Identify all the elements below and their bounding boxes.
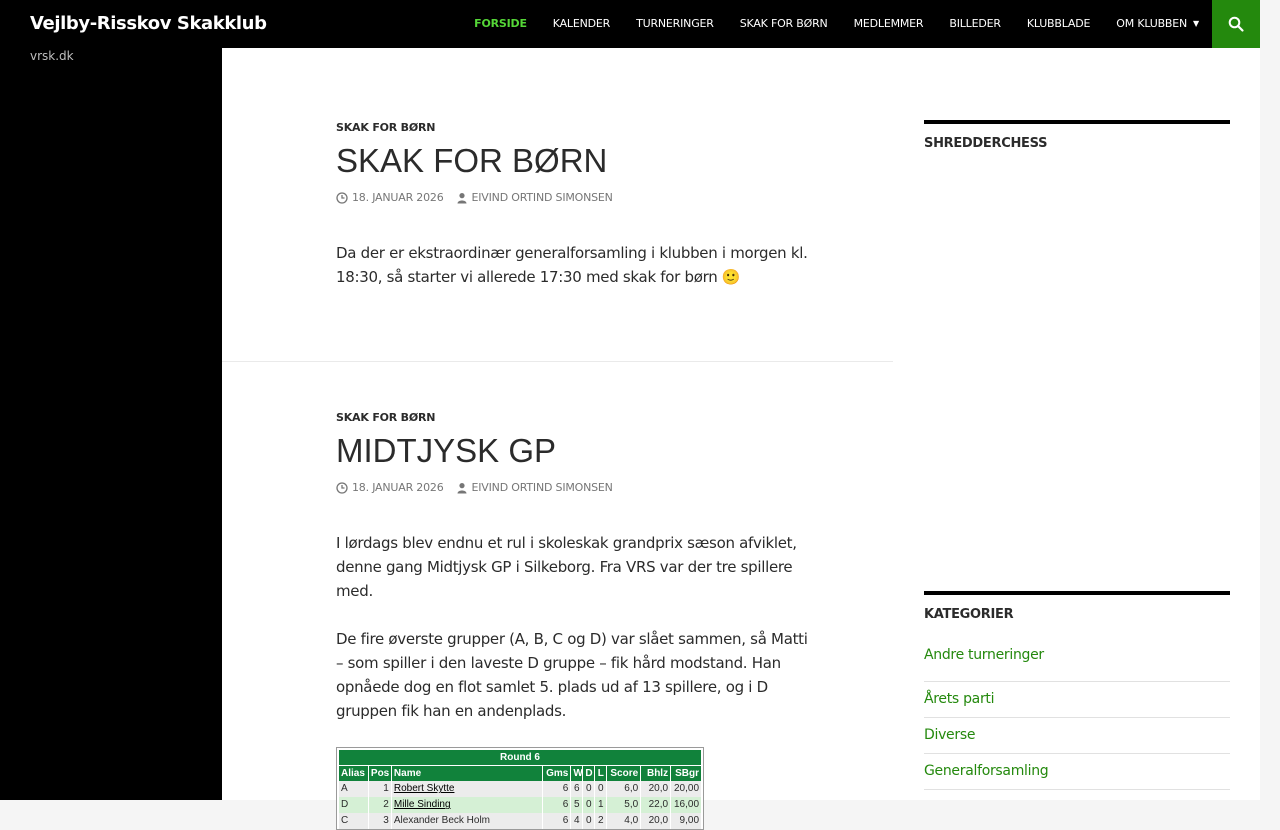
category-link[interactable]: Generalforsamling: [924, 763, 1049, 779]
category-item: [924, 718, 1230, 754]
results-cell: 1: [595, 797, 607, 813]
post-date[interactable]: [336, 191, 444, 204]
post-body: [336, 241, 810, 289]
results-header-cell: D: [583, 766, 595, 781]
post-paragraph: I lørdags blev endnu et rul i skoleskak grandprix sæson afviklet, denne gang Midtjysk GP i Silkeborg. Fra VRS var der tre spillere med.: [336, 534, 797, 601]
results-image[interactable]: [336, 747, 704, 830]
post-title[interactable]: SKAK FOR BØRN: [336, 142, 608, 179]
search-icon: [1228, 16, 1244, 32]
user-icon: [456, 192, 468, 204]
post-category-link[interactable]: SKAK FOR BØRN: [336, 121, 436, 134]
results-cell: [392, 813, 544, 829]
results-cell: 6: [543, 813, 571, 829]
post-date-text: 18. JANUAR 2026: [352, 191, 444, 205]
results-cell: C: [339, 813, 369, 829]
results-row: [339, 813, 701, 829]
results-cell: 0: [583, 797, 595, 813]
widget-title: SHREDDERCHESS: [924, 120, 1230, 151]
post-divider: [222, 361, 893, 362]
category-list: [924, 646, 1230, 790]
post-author-text: EIVIND ORTIND SIMONSEN: [471, 481, 613, 495]
results-cell: A: [339, 781, 369, 797]
results-cell: 0: [595, 781, 607, 797]
search-toggle-button[interactable]: [1212, 0, 1260, 48]
category-link[interactable]: Andre turneringer: [924, 647, 1044, 663]
results-cell: D: [339, 797, 369, 813]
results-header-row: [339, 765, 701, 781]
post-meta: [336, 481, 810, 494]
post-title[interactable]: MIDTJYSK GP: [336, 432, 557, 469]
results-cell: 6: [571, 781, 583, 797]
post-skak-for-boern: [336, 121, 810, 313]
nav-item-medlemmer[interactable]: MEDLEMMER: [853, 17, 924, 30]
results-cell: 6,0: [607, 781, 641, 797]
results-cell: 2: [595, 813, 607, 829]
results-header-cell: Gms: [543, 766, 571, 781]
category-item: [924, 646, 1230, 682]
post-date[interactable]: [336, 481, 444, 494]
post-category-link[interactable]: SKAK FOR BØRN: [336, 411, 436, 424]
user-icon: [456, 482, 468, 494]
nav-item-forside[interactable]: FORSIDE: [474, 17, 527, 30]
category-link[interactable]: Diverse: [924, 727, 976, 743]
main-content: [222, 48, 1260, 827]
site-header: [0, 0, 1260, 48]
primary-nav: [461, 0, 1212, 48]
post-author-text: EIVIND ORTIND SIMONSEN: [471, 191, 613, 205]
nav-item-kalender[interactable]: KALENDER: [552, 17, 611, 30]
results-header-cell: SBgr: [675, 768, 699, 780]
nav-item-skak-for-boern[interactable]: SKAK FOR BØRN: [739, 17, 828, 30]
results-cell: 5,0: [607, 797, 641, 813]
widget-title: KATEGORIER: [924, 591, 1230, 622]
results-header-cell: W: [573, 768, 583, 780]
results-cell: 6: [543, 797, 571, 813]
results-cell: 20,0: [641, 781, 671, 797]
results-cell: 2: [369, 797, 392, 813]
results-header-cell: Bhlz: [641, 766, 671, 781]
player-name-link[interactable]: Robert Skytte: [393, 783, 455, 795]
results-cell: [392, 797, 544, 813]
widget-shredderchess: [924, 120, 1230, 151]
results-cell: 0: [583, 781, 595, 797]
results-cell: 20,00: [673, 783, 700, 795]
nav-item-klubblade[interactable]: KLUBBLADE: [1026, 17, 1091, 30]
nav-item-om-klubben-label: OM KLUBBEN: [1116, 17, 1188, 30]
results-cell: 16,00: [673, 799, 700, 811]
nav-item-om-klubben[interactable]: [1103, 0, 1212, 48]
results-header-cell: Name: [392, 766, 543, 781]
post-midtjysk-gp: [336, 411, 810, 830]
nav-item-billeder[interactable]: BILLEDER: [949, 17, 1001, 30]
player-name: Alexander Beck Holm: [393, 815, 491, 827]
results-header-cell: Score: [607, 766, 641, 781]
post-date-text: 18. JANUAR 2026: [352, 481, 444, 495]
category-item: [924, 682, 1230, 718]
post-paragraph: Da der er ekstraordinær generalforsamling i klubben i morgen kl. 18:30, så starter vi allerede 17:30 med skak for børn 🙂: [336, 244, 808, 287]
left-sidebar: [0, 48, 222, 800]
results-cell: 20,0: [641, 813, 671, 829]
site-title[interactable]: Vejlby-Risskov Skakklub: [30, 13, 267, 34]
page-gutter: [1260, 0, 1280, 800]
results-cell: 1: [369, 781, 392, 797]
results-row: [339, 781, 701, 797]
results-cell: 4: [571, 813, 583, 829]
post-body: [336, 531, 810, 723]
post-author[interactable]: [456, 481, 613, 494]
results-cell: 3: [369, 813, 392, 829]
category-link[interactable]: Årets parti: [924, 691, 995, 707]
player-name-link[interactable]: Mille Sinding: [393, 799, 451, 811]
widget-kategorier: [924, 591, 1230, 790]
results-cell: 5: [571, 797, 583, 813]
results-cell: 22,0: [641, 797, 671, 813]
results-cell: 9,00: [679, 815, 700, 827]
clock-icon: [336, 482, 348, 494]
results-row: [339, 797, 701, 813]
results-header-cell: L: [595, 766, 607, 781]
nav-item-turneringer[interactable]: TURNERINGER: [636, 17, 714, 30]
results-cell: 0: [583, 813, 595, 829]
results-header-cell: Alias: [339, 766, 369, 781]
clock-icon: [336, 192, 348, 204]
results-cell: 6: [543, 781, 571, 797]
post-meta: [336, 191, 810, 204]
results-round-label: Round 6: [339, 750, 701, 765]
site-description: vrsk.dk: [30, 49, 74, 63]
post-paragraph: De fire øverste grupper (A, B, C og D) var slået sammen, så Matti – som spiller i den laveste D gruppe – fik hård modstand. Han opnåede dog en flot samlet 5. plads ud af 13 spillere, og i D gruppen fik han en andenplads.: [336, 630, 808, 721]
category-item: [924, 754, 1230, 790]
results-header-cell: Pos: [369, 766, 392, 781]
results-cell: [392, 781, 544, 797]
results-cell: 4,0: [607, 813, 641, 829]
post-author[interactable]: [456, 191, 613, 204]
caret-down-icon: ▼: [1193, 19, 1199, 28]
